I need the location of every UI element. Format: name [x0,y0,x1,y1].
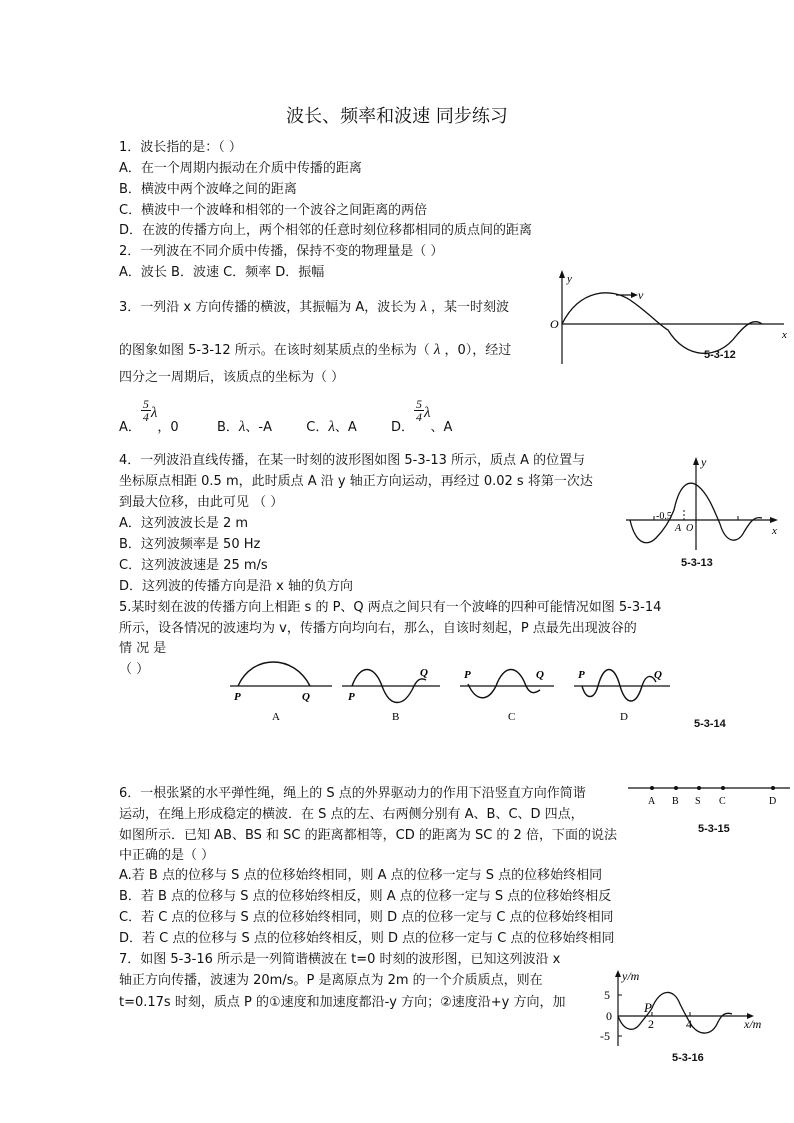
lambda-symbol: λ [433,342,441,358]
q3-option-a-tail: ，0 [157,420,179,435]
label-c: C [719,796,726,807]
q2-stem: 2．一列波在不同介质中传播，保持不变的物理量是（ ） [119,244,444,259]
tick-label: -0.5 [656,511,672,522]
p-label: P [464,669,471,681]
figure-5-3-15 [626,780,792,808]
q4-line-3: 到最大位移，由此可见 （ ） [119,495,284,510]
p-label: P [234,691,241,703]
q4-line-1: 4．一列波沿直线传播，在某一时刻的波形图如图 5-3-13 所示，质点 A 的位置与 [119,453,586,468]
figure-caption-5-3-14: 5-3-14 [694,718,726,730]
q5-line-2: 所示，设各情况的波速均为 v，传播方向均向右，那么，自该时刻起，P 点最先出现波谷的 [119,621,637,636]
y-axis-label: y/m [622,969,640,983]
figure-5-3-12 [540,268,792,368]
q4-option-b: B．这列波频率是 50 Hz [119,537,261,552]
page-title: 波长、频率和波速 同步练习 [286,106,508,127]
y-tick-minus-5: -5 [600,1029,610,1043]
q3-option-c-label: C． [306,420,329,435]
q-label: Q [536,669,544,681]
y-label: y [567,273,572,285]
q6-option-d: D．若 C 点的位移与 S 点的位移始终相反，则 D 点的位移一定与 C 点的位移始终相同 [119,931,615,946]
point-p-label: P [644,1000,652,1015]
q5-line-4: （ ） [119,662,150,677]
figure-5-3-16 [600,964,780,1048]
label-d: D [769,796,777,807]
velocity-arrowhead [631,292,638,298]
point-s [697,786,701,790]
x-axis-arrow [770,517,778,523]
panel-label: B [392,711,400,723]
panel-label: D [620,711,628,723]
panel-label: C [508,711,516,723]
frac-den: 4 [142,410,149,424]
fraction-5-4 [414,398,424,423]
label-b: B [672,796,679,807]
q3-line-2a: 的图象如图 5-3-12 所示。在该时刻某质点的坐标为（ [119,343,430,358]
q1-stem: 1．波长指的是：（ ） [119,140,242,155]
q4-option-c: C．这列波波速是 25 m/s [119,558,268,573]
q1-option-b: B．横波中两个波峰之间的距离 [119,182,297,197]
wave-curve [582,670,656,702]
point-d [771,786,775,790]
wave-curve [238,662,310,686]
q3-option-d-tail: 、A [430,420,453,435]
p-label: P [348,691,355,703]
y-label: y [701,455,707,469]
q3-line-2 [119,340,511,361]
x-label: x [772,525,777,537]
lambda-symbol: λ [238,419,246,435]
q1-option-c: C．横波中一个波峰和相邻的一个波谷之间距离的两倍 [119,203,428,218]
y-axis-arrow [559,270,565,278]
panel-c [460,669,554,723]
q7-line-2: 轴正方向传播，波速为 20m/s。P 是离原点为 2m 的一个介质质点，则在 [119,973,543,988]
q4-option-d: D．这列波的传播方向是沿 x 轴的负方向 [119,579,353,594]
lambda-symbol: λ [150,405,158,421]
fraction-5-4 [141,398,151,423]
figure-5-3-14 [224,660,680,730]
panel-label: A [272,711,280,723]
x-label: x [782,329,787,341]
origin-label: O [686,523,694,534]
panel-d [574,669,670,723]
figure-caption-5-3-13: 5-3-13 [681,557,713,569]
wave-curve [562,293,762,353]
q3-line-1 [119,297,509,318]
lambda-symbol: λ [420,299,427,315]
wave-curve [468,670,540,698]
x-axis-label: x/m [744,1017,762,1031]
q7-line-1: 7．如图 5-3-16 所示是一列简谐横波在 t=0 时刻的波形图，已知这列波沿 x [119,952,561,967]
point-c [721,786,725,790]
origin-label: O [550,317,559,331]
velocity-label: v [638,288,644,302]
figure-caption-5-3-15: 5-3-15 [698,823,730,835]
q-label: Q [420,667,428,679]
point-a [650,786,654,790]
y-tick-0: 0 [606,1009,612,1023]
panel-b [342,667,440,723]
q3-option-b-tail: 、-A [245,420,272,435]
q3-line-1a: 3．一列沿 x 方向传播的横波，其振幅为 A，波长为 [119,300,417,315]
q-label: Q [302,691,310,703]
q6-option-a: A.若 B 点的位移与 S 点的位移始终相同，则 A 点的位移一定与 S 点的位移始终相同 [119,868,603,883]
lambda-symbol: λ [424,405,431,421]
frac-num: 5 [142,397,149,411]
label-a: A [648,796,656,807]
panel-a [230,662,332,723]
q4-option-a: A．这列波波长是 2 m [119,516,249,531]
figure-caption-5-3-16: 5-3-16 [672,1052,704,1064]
y-axis-arrow [693,457,699,465]
q3-line-1b: ，某一时刻波 [431,300,510,315]
q6-line-1: 6．一根张紧的水平弹性绳，绳上的 S 点的外界驱动力的作用下沿竖直方向作简谐 [119,786,586,801]
q6-line-3: 如图所示．已知 AB、BS 和 SC 的距离都相等，CD 的距离为 SC 的 2 倍，下面的说法 [119,828,617,843]
q7-line-3: t=0.17s 时刻，质点 P 的①速度和加速度都沿-y 方向；②速度沿+y 方向，加 [119,995,566,1010]
lambda-symbol: λ [328,419,335,435]
frac-den: 4 [416,410,423,424]
q5-line-1: 5.某时刻在波的传播方向上相距 s 的 P、Q 两点之间只有一个波峰的四种可能情况如图 5-3-14 [119,600,662,615]
wave-curve [618,992,732,1033]
y-tick-5: 5 [604,988,610,1002]
q6-line-2: 运动，在绳上形成稳定的横波．在 S 点的左、右两侧分别有 A、B、C、D 四点， [119,807,584,822]
q6-option-c: C．若 C 点的位移与 S 点的位移始终相同，则 D 点的位移一定与 C 点的位移始终相同 [119,910,614,925]
point-a-label: A [675,523,682,534]
q3-option-c-tail: 、A [334,420,357,435]
figure-5-3-13 [622,452,786,552]
q3-options [119,397,453,443]
q6-option-b: B．若 B 点的位移与 S 点的位移始终相反，则 A 点的位移一定与 S 点的位移始终相反 [119,889,612,904]
p-label: P [578,669,585,681]
figure-caption-5-3-12: 5-3-12 [704,349,736,361]
y-axis-arrow [615,970,621,977]
q3-option-d-label: D． [391,420,415,435]
q2-options: A．波长 B．波速 C．频率 D．振幅 [119,265,325,280]
q5-line-3: 情 况 是 [119,641,167,656]
q3-line-3: 四分之一周期后，该质点的坐标为（ ） [119,370,345,385]
x-tick-4: 4 [686,1017,692,1031]
q6-line-4: 中正确的是（ ） [119,848,215,863]
q3-option-b-label: B． [216,420,239,435]
x-tick-2: 2 [648,1017,654,1031]
q3-option-a-label: A． [119,420,141,435]
label-s: S [695,796,701,807]
q4-line-2: 坐标原点相距 0.5 m，此时质点 A 沿 y 轴正方向运动，再经过 0.02 s 将第一次达 [119,474,593,489]
q3-line-2b: ，0），经过 [444,343,512,358]
point-b [674,786,678,790]
frac-num: 5 [416,397,423,411]
q1-option-d: D．在波的传播方向上，两个相邻的任意时刻位移都相同的质点间的距离 [119,223,533,238]
q1-option-a: A．在一个周期内振动在介质中传播的距离 [119,161,362,176]
q-label: Q [654,669,662,681]
